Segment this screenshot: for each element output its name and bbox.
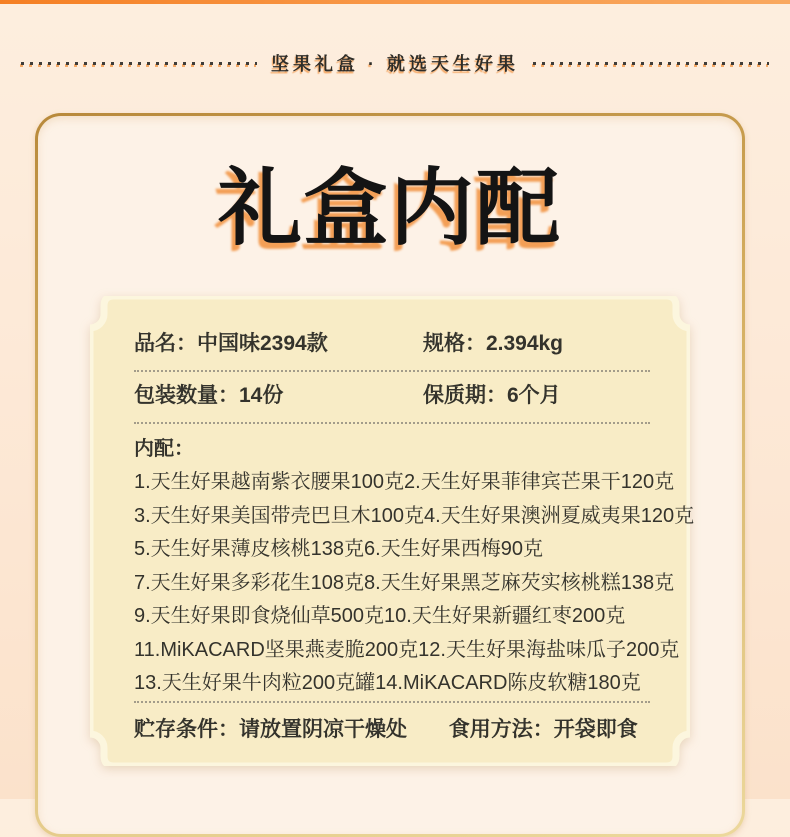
- storage-condition-label: 贮存条件：: [134, 717, 239, 741]
- gold-border-panel: [35, 113, 745, 837]
- spec-row-storage-usage: [134, 701, 650, 744]
- storage-condition-value: 请放置阴凉干燥处: [239, 717, 407, 741]
- top-accent-bar: [0, 0, 790, 4]
- contents-line-6: 11.MiKACARD坚果燕麦脆200克12.天生好果海盐味瓜子200克: [134, 638, 680, 661]
- header-tagline: 坚果礼盒 · 就选天生好果: [271, 54, 519, 74]
- contents-line-7: 13.天生好果牛肉粒200克罐14.MiKACARD陈皮软糖180克: [134, 672, 641, 694]
- shelf-life-value: 6个月: [506, 384, 561, 407]
- contents-heading: 内配：: [134, 438, 194, 460]
- storage-condition-field: [134, 716, 449, 744]
- contents-line-3: 5.天生好果薄皮核桃138克6.天生好果西梅90克: [134, 538, 543, 560]
- spec-weight-value: 2.394kg: [485, 332, 564, 355]
- dotted-line-left: [21, 62, 257, 65]
- spec-weight-field: [423, 330, 650, 358]
- usage-method-field: [449, 716, 650, 744]
- shelf-life-field: [423, 382, 650, 410]
- content-panel: [38, 116, 742, 834]
- spec-weight-label: 规格：: [422, 332, 486, 355]
- contents-line-1: 1.天生好果越南紫衣腰果100克2.天生好果菲律宾芒果干120克: [134, 471, 675, 493]
- spec-card: [90, 296, 695, 766]
- product-name-field: [134, 330, 423, 358]
- product-name-value: 中国味2394款: [197, 332, 328, 355]
- dotted-line-right: [533, 62, 769, 65]
- contents-line-5: 9.天生好果即食烧仙草500克10.天生好果新疆红枣200克: [134, 605, 626, 627]
- spec-card-content: [90, 296, 695, 766]
- shelf-life-label: 保质期：: [422, 384, 507, 407]
- package-count-value: 14份: [239, 384, 284, 407]
- package-count-field: [134, 382, 423, 410]
- header-tagline-band: [0, 46, 790, 80]
- contents-line-2: 3.天生好果美国带壳巴旦木100克4.天生好果澳洲夏威夷果120克: [134, 504, 695, 527]
- product-name-label: 品名：: [134, 332, 197, 355]
- spec-row-name-weight: [134, 330, 650, 372]
- usage-method-label: 食用方法：: [448, 717, 554, 741]
- contents-line-4: 7.天生好果多彩花生108克8.天生好果黑芝麻芡实核桃糕138克: [134, 571, 675, 594]
- package-count-label: 包装数量：: [134, 384, 239, 407]
- page-title: 礼盒内配: [217, 159, 562, 257]
- usage-method-value: 开袋即食: [553, 717, 638, 741]
- spec-row-count-shelf: [134, 382, 650, 424]
